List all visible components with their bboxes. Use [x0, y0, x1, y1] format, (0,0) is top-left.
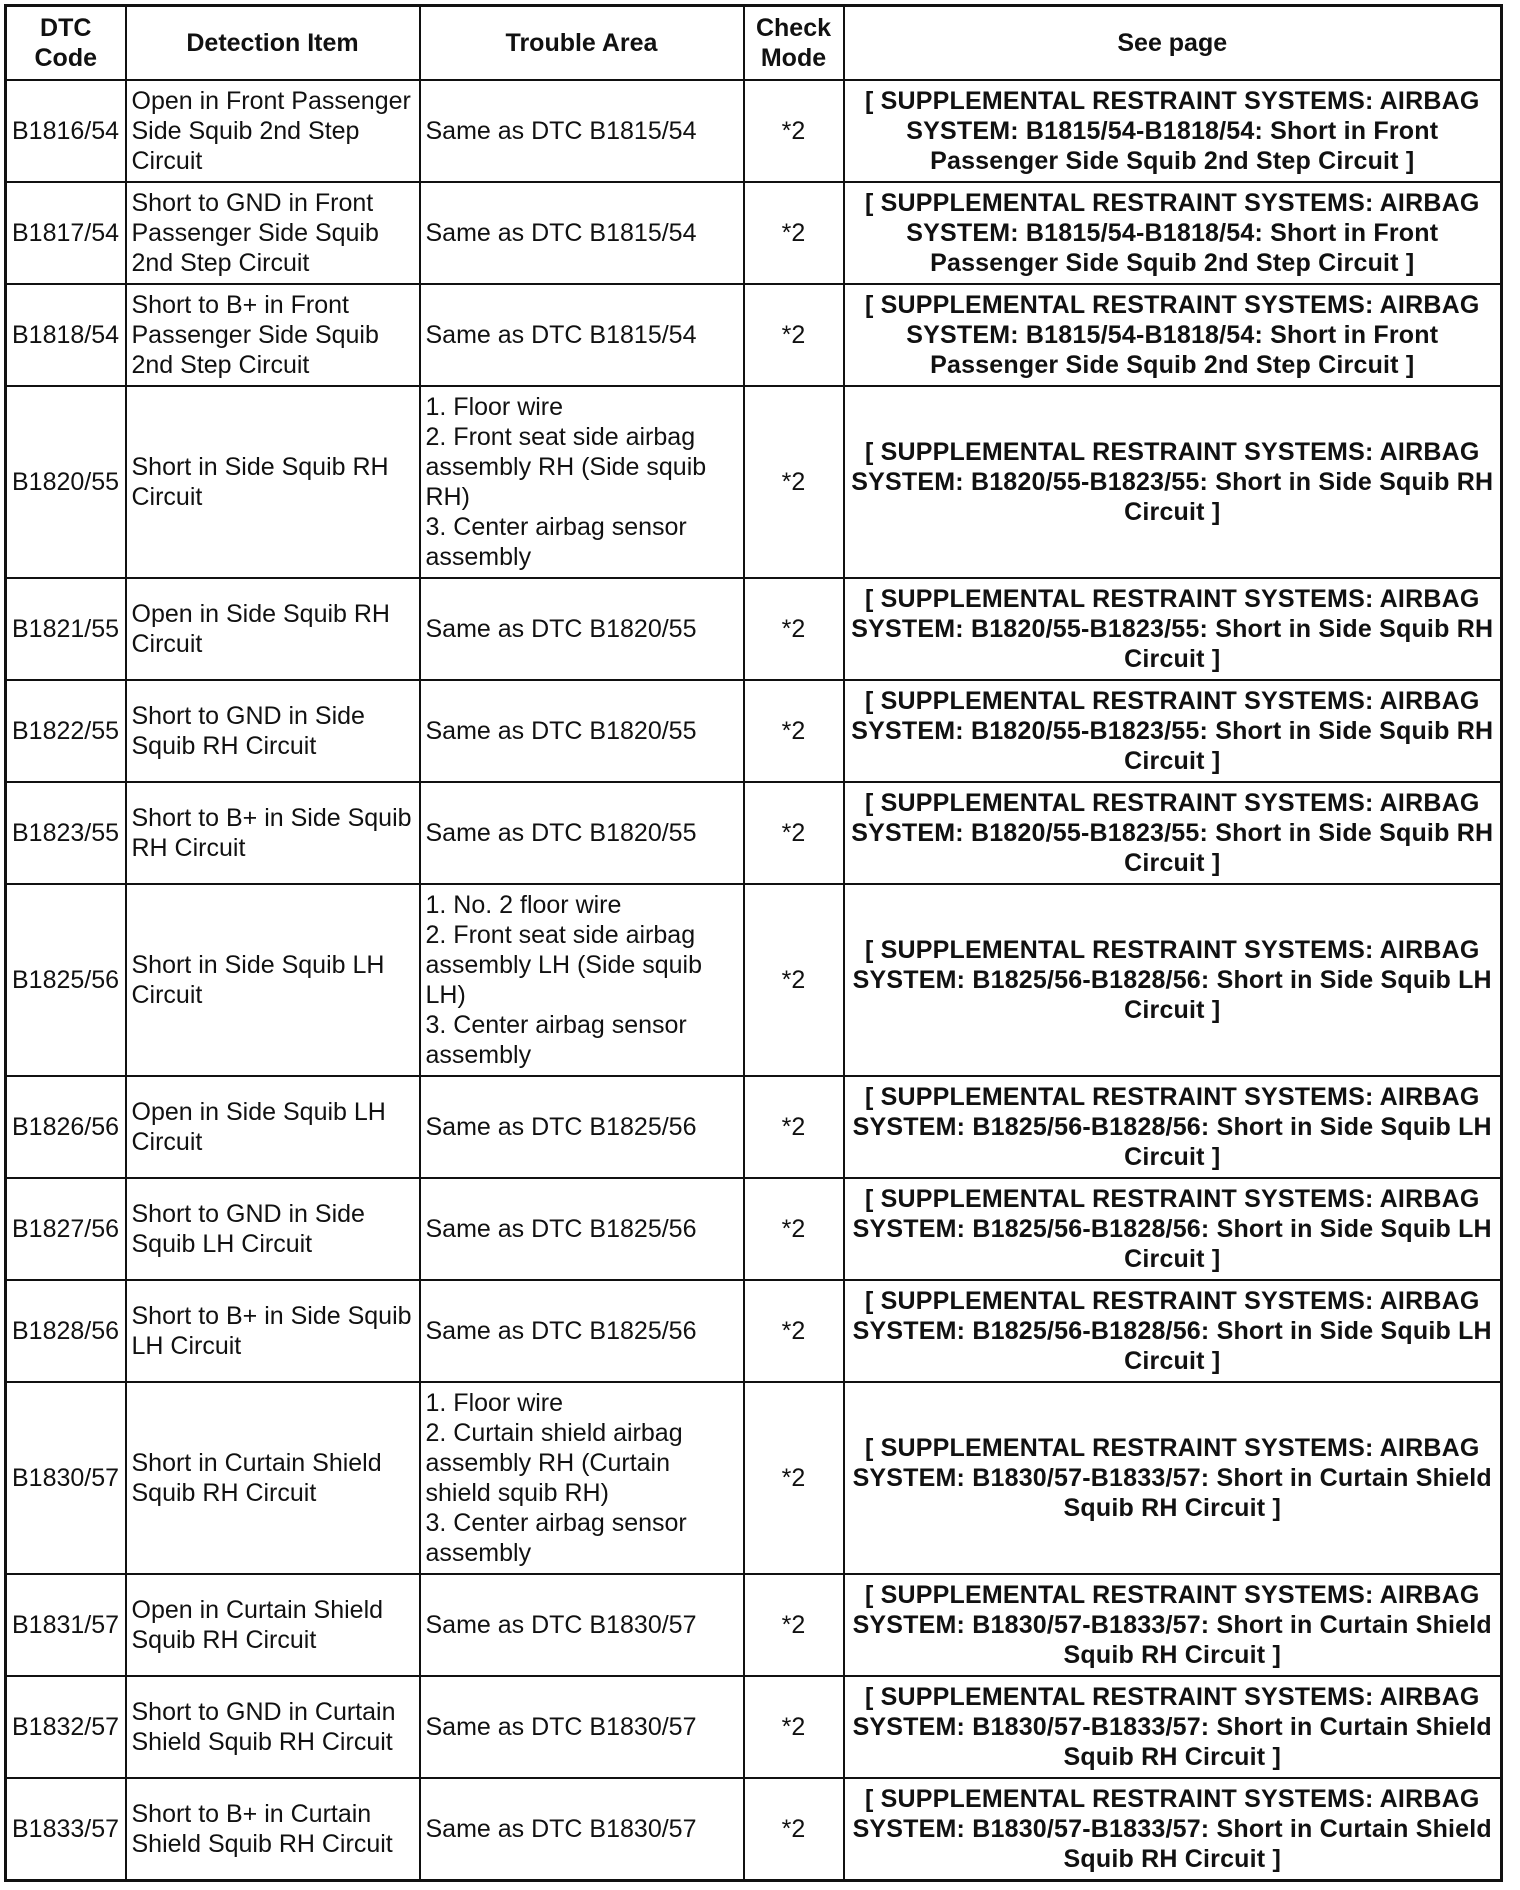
trouble-area-cell — [420, 1574, 744, 1676]
trouble-area-line: 2. Curtain shield airbag assembly RH (Curtain shield squib RH) — [425, 1419, 683, 1507]
table-row — [6, 284, 1502, 386]
detection-item-cell: Open in Front Passenger Side Squib 2nd Step Circuit — [126, 80, 420, 182]
see-page-link[interactable]: [ SUPPLEMENTAL RESTRAINT SYSTEMS: AIRBAG SYSTEM: B1825/56-B1828/56: Short in Side Squib LH Circuit ] — [844, 1178, 1502, 1280]
table-row — [6, 386, 1502, 578]
dtc-code-cell: B1828/56 — [6, 1280, 126, 1382]
check-mode-cell: *2 — [744, 80, 844, 182]
detection-item-cell: Short to GND in Side Squib LH Circuit — [126, 1178, 420, 1280]
trouble-area-line: 1. Floor wire — [425, 393, 564, 421]
detection-item-cell: Short to B+ in Curtain Shield Squib RH Circuit — [126, 1778, 420, 1881]
dtc-code-cell: B1818/54 — [6, 284, 126, 386]
trouble-area-line: 2. Front seat side airbag assembly RH (Side squib RH) — [425, 423, 707, 511]
trouble-area-line: Same as DTC B1830/57 — [425, 1611, 697, 1639]
detection-item-cell: Open in Side Squib LH Circuit — [126, 1076, 420, 1178]
trouble-area-cell — [420, 1280, 744, 1382]
dtc-code-cell: B1832/57 — [6, 1676, 126, 1778]
table-row — [6, 182, 1502, 284]
header-detection-item — [126, 6, 420, 81]
check-mode-cell: *2 — [744, 578, 844, 680]
trouble-area-line: Same as DTC B1830/57 — [425, 1713, 697, 1741]
check-mode-cell: *2 — [744, 1280, 844, 1382]
trouble-area-line: 2. Front seat side airbag assembly LH (Side squib LH) — [425, 921, 703, 1009]
table-row — [6, 1676, 1502, 1778]
trouble-area-line: Same as DTC B1830/57 — [425, 1815, 697, 1843]
table-row — [6, 1382, 1502, 1574]
dtc-code-cell: B1822/55 — [6, 680, 126, 782]
trouble-area-cell — [420, 680, 744, 782]
header-check-mode — [744, 6, 844, 81]
table-row — [6, 1778, 1502, 1881]
detection-item-cell: Short to B+ in Front Passenger Side Squib 2nd Step Circuit — [126, 284, 420, 386]
table-body — [6, 80, 1502, 1881]
detection-item-cell: Short to GND in Curtain Shield Squib RH Circuit — [126, 1676, 420, 1778]
dtc-code-cell: B1823/55 — [6, 782, 126, 884]
dtc-code-cell: B1826/56 — [6, 1076, 126, 1178]
dtc-code-cell: B1821/55 — [6, 578, 126, 680]
see-page-link[interactable]: [ SUPPLEMENTAL RESTRAINT SYSTEMS: AIRBAG SYSTEM: B1825/56-B1828/56: Short in Side Squib LH Circuit ] — [844, 884, 1502, 1076]
trouble-area-cell — [420, 182, 744, 284]
table-row — [6, 80, 1502, 182]
dtc-code-cell: B1830/57 — [6, 1382, 126, 1574]
table-row — [6, 884, 1502, 1076]
detection-item-cell: Open in Side Squib RH Circuit — [126, 578, 420, 680]
see-page-link[interactable]: [ SUPPLEMENTAL RESTRAINT SYSTEMS: AIRBAG SYSTEM: B1820/55-B1823/55: Short in Side Squib RH Circuit ] — [844, 578, 1502, 680]
see-page-link[interactable]: [ SUPPLEMENTAL RESTRAINT SYSTEMS: AIRBAG SYSTEM: B1820/55-B1823/55: Short in Side Squib RH Circuit ] — [844, 386, 1502, 578]
check-mode-cell: *2 — [744, 1076, 844, 1178]
header-see-page-label: See page — [1117, 29, 1228, 57]
trouble-area-line: Same as DTC B1815/54 — [425, 117, 697, 145]
table-row — [6, 1076, 1502, 1178]
trouble-area-line: Same as DTC B1815/54 — [425, 219, 697, 247]
check-mode-cell: *2 — [744, 1574, 844, 1676]
trouble-area-cell — [420, 782, 744, 884]
check-mode-cell: *2 — [744, 1178, 844, 1280]
table-row — [6, 1574, 1502, 1676]
trouble-area-cell — [420, 1778, 744, 1881]
dtc-code-cell: B1816/54 — [6, 80, 126, 182]
trouble-area-line: 3. Center airbag sensor assembly — [425, 1011, 687, 1069]
header-see-page — [844, 6, 1502, 81]
dtc-table — [4, 4, 1503, 1882]
check-mode-cell: *2 — [744, 884, 844, 1076]
see-page-link[interactable]: [ SUPPLEMENTAL RESTRAINT SYSTEMS: AIRBAG SYSTEM: B1820/55-B1823/55: Short in Side Squib RH Circuit ] — [844, 680, 1502, 782]
trouble-area-cell — [420, 80, 744, 182]
see-page-link[interactable]: [ SUPPLEMENTAL RESTRAINT SYSTEMS: AIRBAG SYSTEM: B1815/54-B1818/54: Short in Front Passenger Side Squib 2nd Step Circuit ] — [844, 182, 1502, 284]
trouble-area-line: Same as DTC B1815/54 — [425, 321, 697, 349]
detection-item-cell: Open in Curtain Shield Squib RH Circuit — [126, 1574, 420, 1676]
see-page-link[interactable]: [ SUPPLEMENTAL RESTRAINT SYSTEMS: AIRBAG SYSTEM: B1825/56-B1828/56: Short in Side Squib LH Circuit ] — [844, 1076, 1502, 1178]
see-page-link[interactable]: [ SUPPLEMENTAL RESTRAINT SYSTEMS: AIRBAG SYSTEM: B1825/56-B1828/56: Short in Side Squib LH Circuit ] — [844, 1280, 1502, 1382]
trouble-area-cell — [420, 386, 744, 578]
see-page-link[interactable]: [ SUPPLEMENTAL RESTRAINT SYSTEMS: AIRBAG SYSTEM: B1830/57-B1833/57: Short in Curtain Shield Squib RH Circuit ] — [844, 1382, 1502, 1574]
table-row — [6, 1178, 1502, 1280]
dtc-code-cell: B1825/56 — [6, 884, 126, 1076]
trouble-area-line: Same as DTC B1820/55 — [425, 819, 697, 847]
check-mode-cell: *2 — [744, 782, 844, 884]
trouble-area-line: Same as DTC B1820/55 — [425, 615, 697, 643]
trouble-area-line: 3. Center airbag sensor assembly — [425, 513, 687, 571]
trouble-area-line: Same as DTC B1825/56 — [425, 1215, 697, 1243]
check-mode-cell: *2 — [744, 1676, 844, 1778]
trouble-area-cell — [420, 1076, 744, 1178]
trouble-area-line: Same as DTC B1820/55 — [425, 717, 697, 745]
check-mode-cell: *2 — [744, 182, 844, 284]
trouble-area-line: 1. No. 2 floor wire — [425, 891, 622, 919]
check-mode-cell: *2 — [744, 1778, 844, 1881]
dtc-code-cell: B1827/56 — [6, 1178, 126, 1280]
header-check-mode-label: Check Mode — [755, 14, 832, 72]
see-page-link[interactable]: [ SUPPLEMENTAL RESTRAINT SYSTEMS: AIRBAG SYSTEM: B1815/54-B1818/54: Short in Front Passenger Side Squib 2nd Step Circuit ] — [844, 80, 1502, 182]
dtc-code-cell: B1820/55 — [6, 386, 126, 578]
header-dtc-code — [6, 6, 126, 81]
detection-item-cell: Short to GND in Side Squib RH Circuit — [126, 680, 420, 782]
see-page-link[interactable]: [ SUPPLEMENTAL RESTRAINT SYSTEMS: AIRBAG SYSTEM: B1815/54-B1818/54: Short in Front Passenger Side Squib 2nd Step Circuit ] — [844, 284, 1502, 386]
trouble-area-line: Same as DTC B1825/56 — [425, 1317, 697, 1345]
check-mode-cell: *2 — [744, 680, 844, 782]
trouble-area-cell — [420, 1382, 744, 1574]
check-mode-cell: *2 — [744, 386, 844, 578]
detection-item-cell: Short to B+ in Side Squib LH Circuit — [126, 1280, 420, 1382]
table-row — [6, 680, 1502, 782]
detection-item-cell: Short to B+ in Side Squib RH Circuit — [126, 782, 420, 884]
trouble-area-cell — [420, 1676, 744, 1778]
trouble-area-cell — [420, 284, 744, 386]
header-trouble-area — [420, 6, 744, 81]
detection-item-cell: Short in Side Squib LH Circuit — [126, 884, 420, 1076]
trouble-area-line: 3. Center airbag sensor assembly — [425, 1509, 687, 1567]
check-mode-cell: *2 — [744, 1382, 844, 1574]
dtc-code-cell: B1831/57 — [6, 1574, 126, 1676]
dtc-document — [4, 4, 1500, 1882]
header-trouble-area-label: Trouble Area — [505, 29, 658, 57]
table-row — [6, 782, 1502, 884]
check-mode-cell: *2 — [744, 284, 844, 386]
detection-item-cell: Short to GND in Front Passenger Side Squib 2nd Step Circuit — [126, 182, 420, 284]
trouble-area-line: 1. Floor wire — [425, 1389, 564, 1417]
detection-item-cell: Short in Curtain Shield Squib RH Circuit — [126, 1382, 420, 1574]
see-page-link[interactable]: [ SUPPLEMENTAL RESTRAINT SYSTEMS: AIRBAG SYSTEM: B1820/55-B1823/55: Short in Side Squib RH Circuit ] — [844, 782, 1502, 884]
trouble-area-cell — [420, 884, 744, 1076]
detection-item-cell: Short in Side Squib RH Circuit — [126, 386, 420, 578]
see-page-link[interactable]: [ SUPPLEMENTAL RESTRAINT SYSTEMS: AIRBAG SYSTEM: B1830/57-B1833/57: Short in Curtain Shield Squib RH Circuit ] — [844, 1778, 1502, 1881]
trouble-area-cell — [420, 578, 744, 680]
table-row — [6, 578, 1502, 680]
dtc-code-cell: B1833/57 — [6, 1778, 126, 1881]
see-page-link[interactable]: [ SUPPLEMENTAL RESTRAINT SYSTEMS: AIRBAG SYSTEM: B1830/57-B1833/57: Short in Curtain Shield Squib RH Circuit ] — [844, 1574, 1502, 1676]
header-detection-item-label: Detection Item — [186, 29, 359, 57]
trouble-area-cell — [420, 1178, 744, 1280]
see-page-link[interactable]: [ SUPPLEMENTAL RESTRAINT SYSTEMS: AIRBAG SYSTEM: B1830/57-B1833/57: Short in Curtain Shield Squib RH Circuit ] — [844, 1676, 1502, 1778]
table-row — [6, 1280, 1502, 1382]
dtc-code-cell: B1817/54 — [6, 182, 126, 284]
header-dtc-code-label: DTC Code — [34, 14, 97, 72]
trouble-area-line: Same as DTC B1825/56 — [425, 1113, 697, 1141]
table-header-row — [6, 6, 1502, 81]
